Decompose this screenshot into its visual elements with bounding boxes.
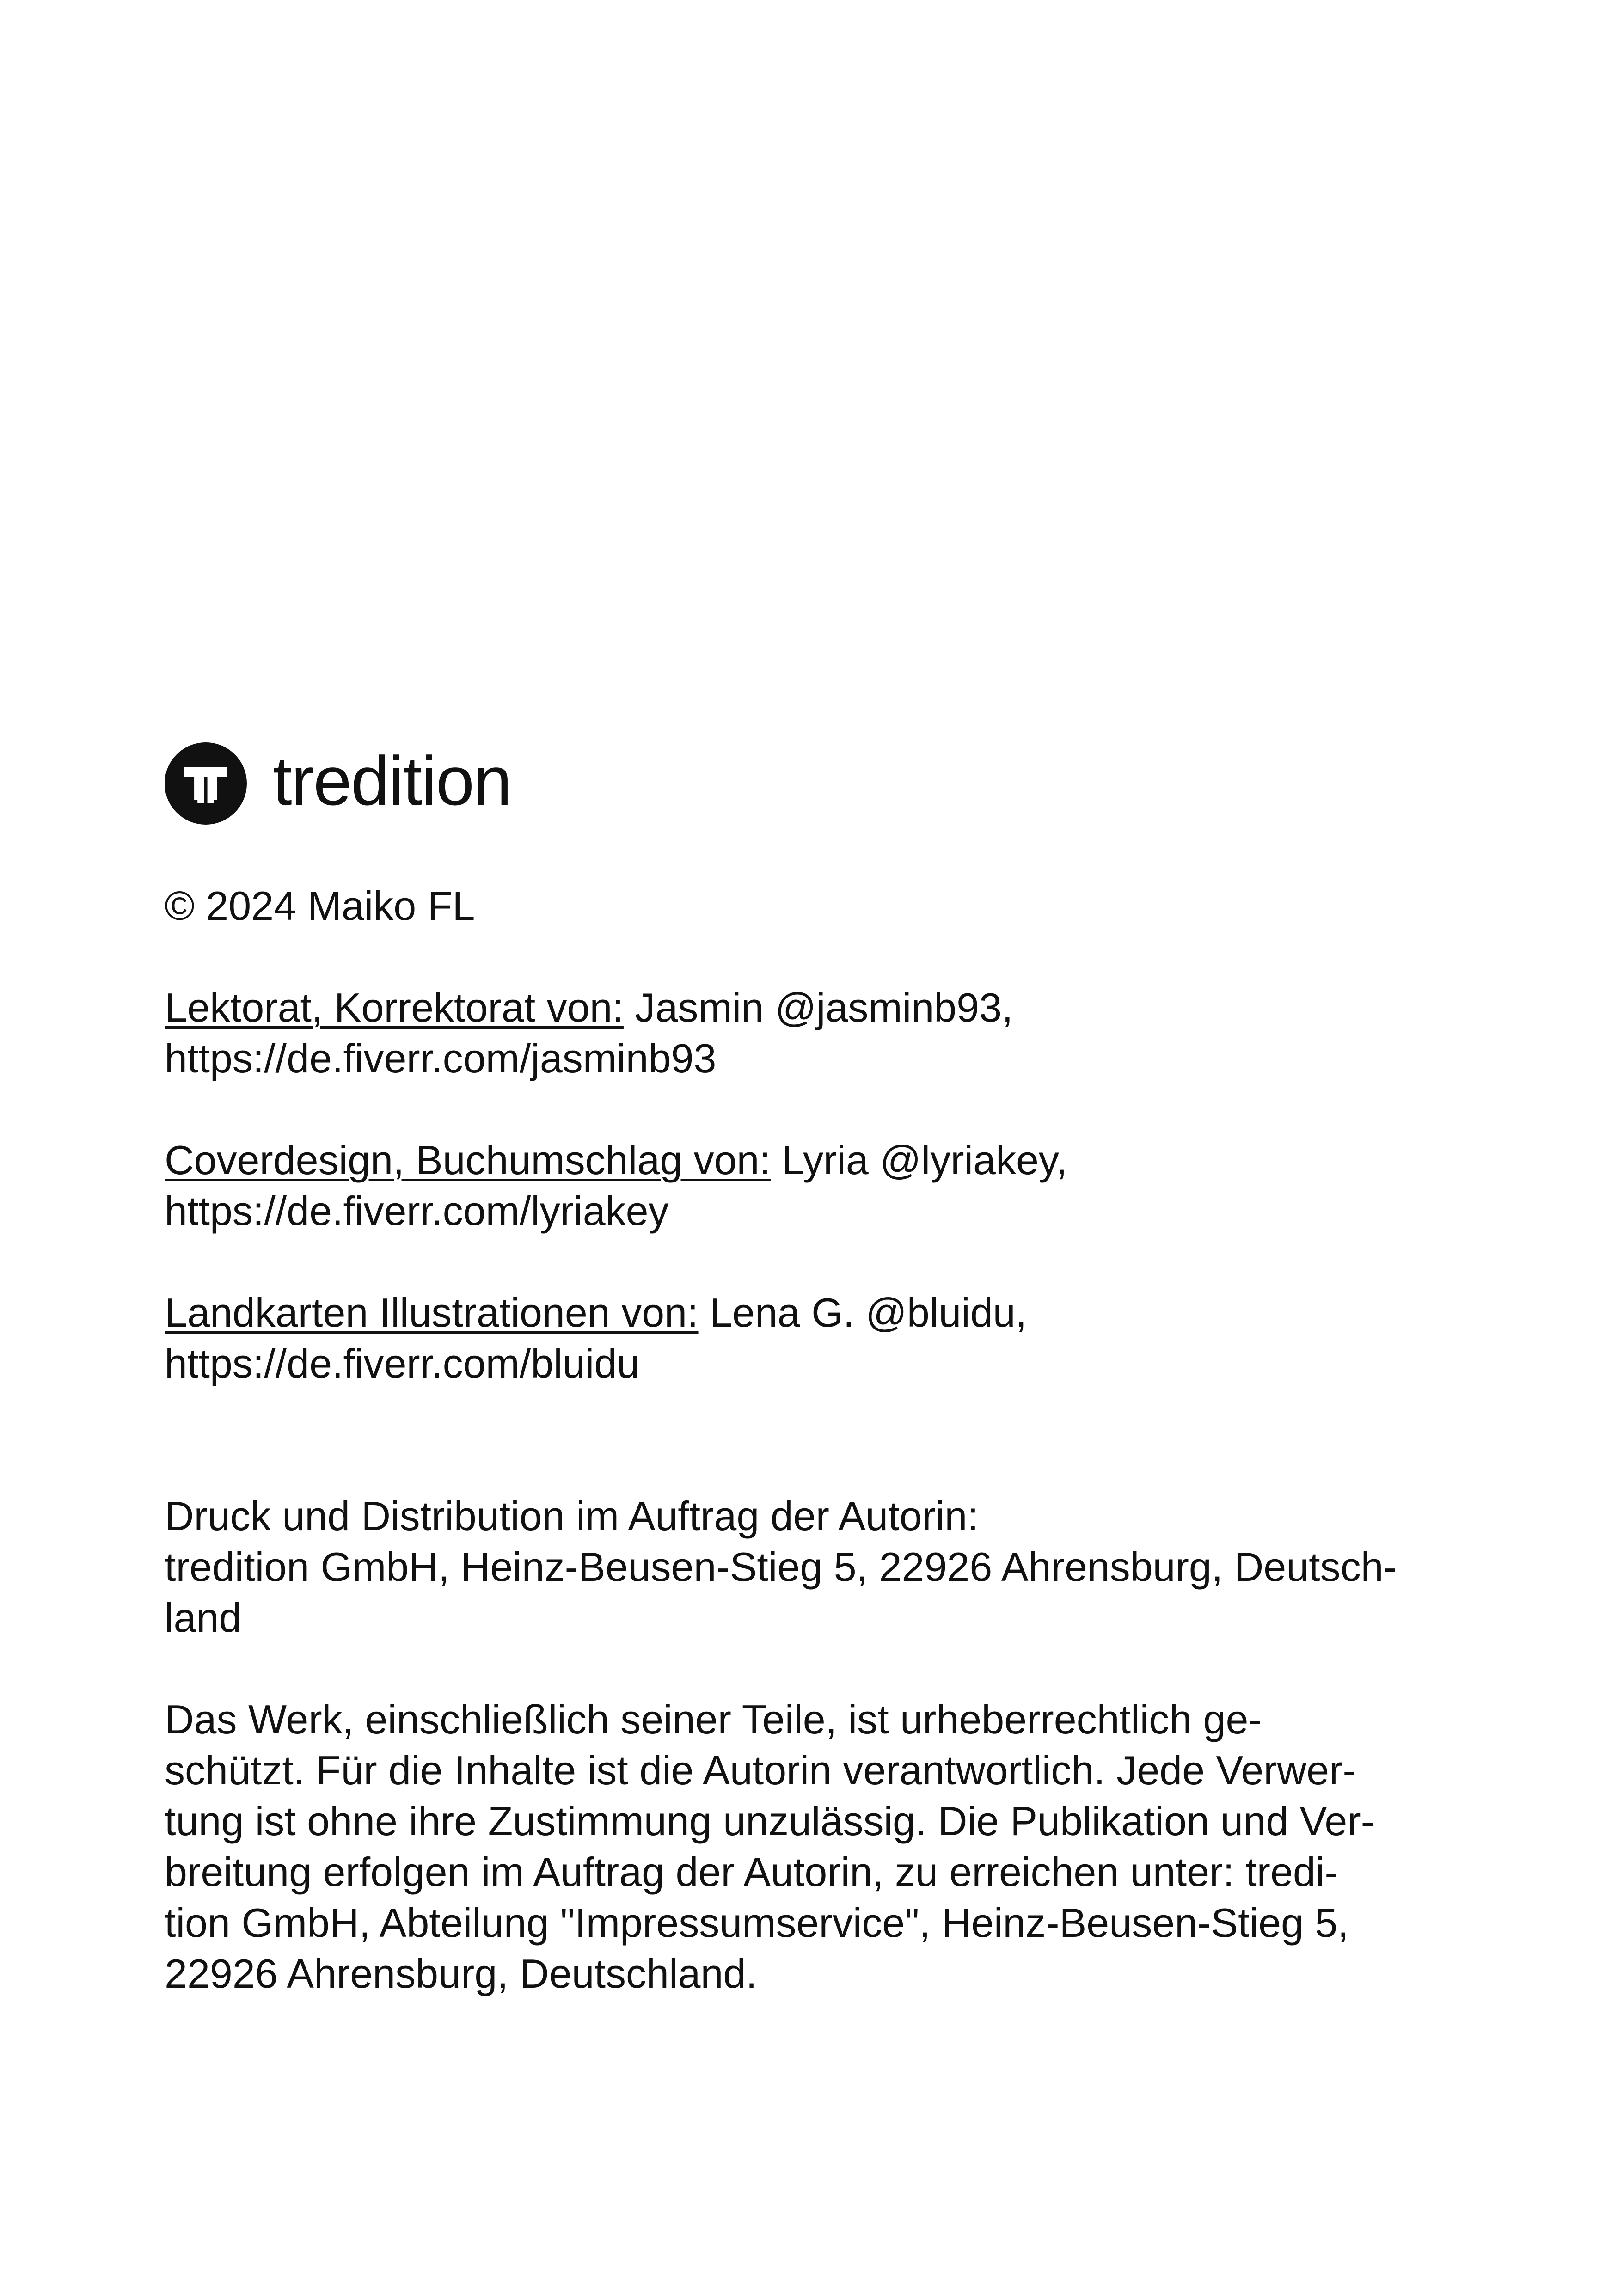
legal-line: Das Werk, einschließlich seiner Teile, ist urheberrechtlich ge- <box>165 1696 1262 1742</box>
credit-maps-name: Lena G. @bluidu, <box>698 1290 1027 1335</box>
publisher-wordmark: tredition <box>273 742 511 820</box>
credit-maps-url: https://de.fiverr.com/bluidu <box>165 1341 640 1386</box>
credit-editing-line <box>165 982 1459 1033</box>
distribution-line: land <box>165 1595 242 1641</box>
credit-cover <box>165 1135 1459 1237</box>
distribution-line: tredition GmbH, Heinz-Beusen-Stieg 5, 22926 Ahrensburg, Deutsch- <box>165 1544 1397 1590</box>
credit-maps-line <box>165 1287 1459 1338</box>
credit-maps-role: Landkarten Illustrationen von: <box>165 1290 699 1335</box>
legal-line: tion GmbH, Abteilung "Impressumservice", Heinz-Beusen-Stieg 5, <box>165 1900 1349 1946</box>
credit-cover-url: https://de.fiverr.com/lyriakey <box>165 1188 669 1234</box>
legal-notice <box>165 1694 1459 1999</box>
copyright-notice <box>165 881 1459 931</box>
distribution-notice <box>165 1491 1459 1643</box>
legal-line: tung ist ohne ihre Zustimmung unzulässig. Die Publikation und Ver- <box>165 1798 1374 1844</box>
copyright-text: © 2024 Maiko FL <box>165 883 475 929</box>
credit-editing <box>165 982 1459 1084</box>
imprint-content <box>165 740 1459 1999</box>
legal-line: 22926 Ahrensburg, Deutschland. <box>165 1951 757 1996</box>
credit-maps <box>165 1287 1459 1389</box>
credit-editing-role: Lektorat, Korrektorat von: <box>165 985 624 1030</box>
publisher-logo <box>165 740 1459 827</box>
credit-editing-name: Jasmin @jasminb93, <box>623 985 1013 1030</box>
credit-editing-url: https://de.fiverr.com/jasminb93 <box>165 1035 717 1081</box>
credit-cover-role: Coverdesign, Buchumschlag von: <box>165 1137 771 1183</box>
distribution-line: Druck und Distribution im Auftrag der Autorin: <box>165 1493 979 1539</box>
credit-cover-line <box>165 1135 1459 1186</box>
legal-line: breitung erfolgen im Auftrag der Autorin, zu erreichen unter: tredi- <box>165 1849 1338 1895</box>
legal-line: schützt. Für die Inhalte ist die Autorin verantwortlich. Jede Verwer- <box>165 1747 1356 1793</box>
credit-cover-name: Lyria @lyriakey, <box>770 1137 1067 1183</box>
tredition-logo-icon <box>165 742 247 825</box>
